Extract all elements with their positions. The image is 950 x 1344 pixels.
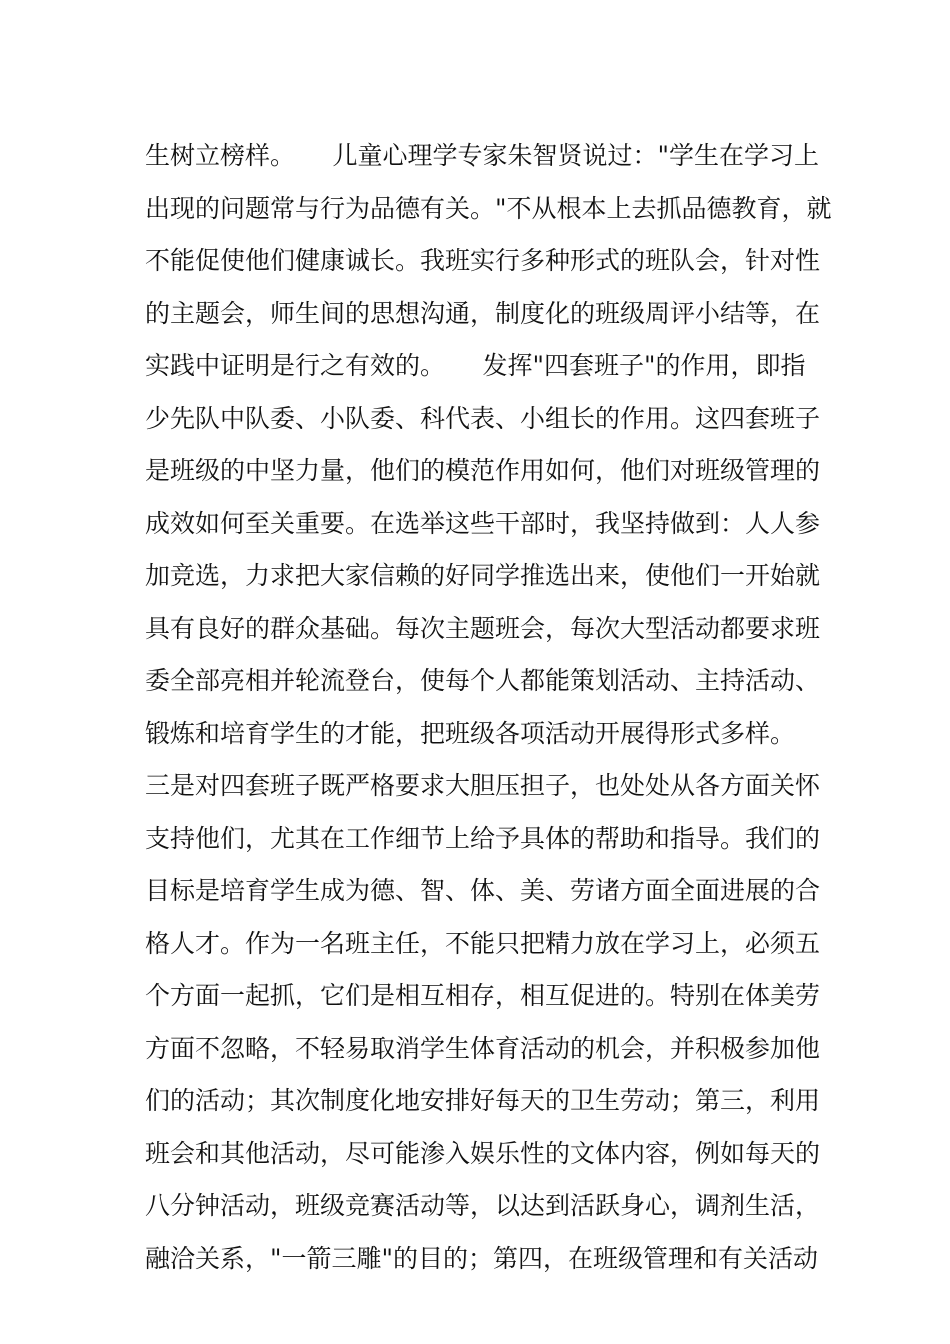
text-line: 锻炼和培育学生的才能，把班级各项活动开展得形式多样。: [145, 718, 796, 748]
text-line: 八分钟活动，班级竞赛活动等，以达到活跃身心，调剂生活，: [145, 1191, 821, 1220]
text-line: 生树立榜样。 儿童心理学专家朱智贤说过："学生在学习上: [145, 141, 820, 170]
text-line: 具有良好的群众基础。每次主题班会，每次大型活动都要求班: [145, 613, 821, 643]
text-line: 融洽关系，"一箭三雕"的目的；第四，在班级管理和有关活动: [145, 1243, 819, 1273]
text-line: 的主题会，师生间的思想沟通，制度化的班级周评小结等，在: [145, 298, 821, 328]
text-line: 三是对四套班子既严格要求大胆压担子，也处处从各方面关怀: [145, 771, 821, 800]
text-line: 委全部亮相并轮流登台，使每个人都能策划活动、主持活动、: [145, 666, 821, 695]
text-line: 少先队中队委、小队委、科代表、小组长的作用。这四套班子: [145, 403, 821, 433]
text-line: 目标是培育学生成为德、智、体、美、劳诸方面全面进展的合: [145, 876, 821, 905]
text-line: 是班级的中坚力量，他们的模范作用如何，他们对班级管理的: [145, 456, 821, 485]
body-text: [145, 130, 832, 1285]
text-line: 班会和其他活动，尽可能渗入娱乐性的文体内容，例如每天的: [145, 1138, 821, 1168]
text-line: 方面不忽略，不轻易取消学生体育活动的机会，并积极参加他: [145, 1033, 821, 1063]
text-line: 实践中证明是行之有效的。 发挥"四套班子"的作用，即指: [145, 351, 806, 380]
text-line: 成效如何至关重要。在选举这些干部时，我坚持做到：人人参: [145, 508, 821, 538]
text-line: 出现的问题常与行为品德有关。"不从根本上去抓品德教育，就: [145, 193, 832, 223]
text-line: 个方面一起抓，它们是相互相存，相互促进的。特别在体美劳: [145, 981, 821, 1010]
text-line: 支持他们，尤其在工作细节上给予具体的帮助和指导。我们的: [145, 823, 821, 853]
text-line: 不能促使他们健康诚长。我班实行多种形式的班队会，针对性: [145, 246, 821, 275]
text-line: 们的活动；其次制度化地安排好每天的卫生劳动；第三，利用: [145, 1086, 821, 1115]
text-line: 格人才。作为一名班主任，不能只把精力放在学习上，必须五: [145, 928, 821, 958]
text-line: 加竞选，力求把大家信赖的好同学推选出来，使他们一开始就: [145, 561, 821, 590]
